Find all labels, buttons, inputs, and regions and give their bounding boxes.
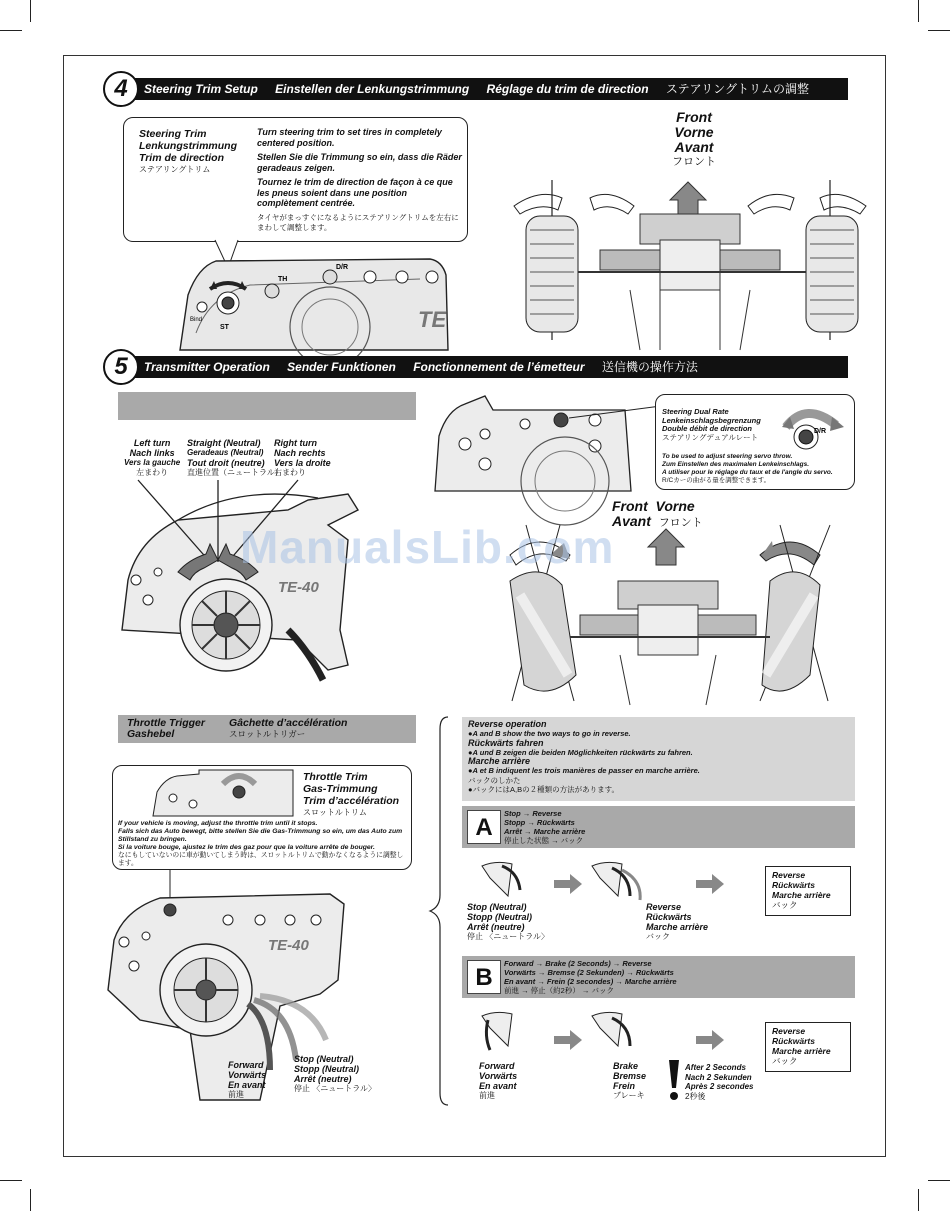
crop-mark [0,1180,22,1181]
warning-exclamation-icon [666,1060,682,1102]
forward-de: Vorwärts [228,1070,267,1080]
forward-fr: En avant [228,1080,266,1090]
result-jp: バック [772,1056,798,1066]
label-fr: Double débit de direction [662,424,753,433]
front-de: Vorne [655,498,695,514]
throttle-fr: Gâchette d’accélération [229,717,348,729]
text-jp: R/Cカーの曲がる量を調整できます。 [662,477,771,484]
label-jp: スロットルトリム [303,808,367,817]
option-b-letter: B [467,960,501,994]
result-jp: バック [772,900,798,910]
step-fr: En avant → Frein (2 secondes) → Marche arrière [504,977,677,986]
th-label: TH [278,276,288,283]
after-de: Nach 2 Sekunden [685,1072,752,1082]
section-title-en: Steering Trim Setup [144,82,258,96]
text-jp: なにもしていないのに車が動いてしまう時は、スロットルトリムで動かなくなるように調整します。 [118,852,404,867]
option-a-reverse-label [646,902,708,942]
transmitter-top-throttle-trim [153,770,293,816]
reverse-title-jp: バックのしかた [468,775,521,785]
dual-rate-knob-icon [784,403,854,455]
option-a-bar [462,806,855,848]
right-turn-de: Nach rechts [274,448,326,458]
crop-mark [30,1189,31,1211]
brand-label: TE-40 [268,937,309,954]
stop-en: Stop (Neutral) [294,1054,354,1064]
stop-fr: Arrêt (neutre) [294,1074,352,1084]
option-a-steps [504,809,585,845]
right-turn-label [274,438,331,478]
dual-rate-labels [662,408,761,442]
forward-fr: En avant [479,1081,517,1091]
steering-trim-texts [257,127,462,234]
reverse-de: Rückwärts [646,912,692,922]
stop-jp: 停止 〈ニュートラル〉 [467,932,549,941]
section-number: 4 [103,71,139,107]
reverse-operation-panel [462,717,855,801]
dual-rate-callout [655,394,855,490]
stop-de: Stopp (Neutral) [294,1064,359,1074]
reverse-fr: Marche arrière [646,922,709,932]
step-de: Stopp → Rückwärts [504,818,575,827]
section-5-title-bar [118,356,848,378]
label-de: Lenkungstrimmung [139,140,238,152]
throttle-trim-texts [118,820,408,868]
transmitter-top-illustration [180,255,450,350]
dr-knob-label: D/R [814,428,827,435]
front-fr: Avant [612,513,651,529]
result-en: Reverse [772,1026,806,1036]
stop-de: Stopp (Neutral) [467,912,532,922]
crop-mark [918,1189,919,1211]
crop-mark [30,0,31,22]
option-a-letter: A [467,810,501,844]
throttle-en: Throttle Trigger [127,717,205,729]
after-en: After 2 Seconds [685,1063,746,1072]
brake-jp: ブレーキ [613,1091,645,1100]
right-turn-jp: 右まわり [274,468,306,477]
result-en: Reverse [772,870,806,880]
transmitter-steering-illustration [118,480,418,685]
reverse-text-en: ●A and B show the two ways to go in reverse. [468,729,631,739]
front-fr: Avant [674,139,714,155]
throttle-de: Gashebel [127,728,175,740]
step-jp: 停止した状態 → バック [504,836,584,845]
section-title-jp: 送信機の操作方法 [601,360,698,374]
crop-mark [928,30,950,31]
steering-trim-labels [139,128,237,176]
result-de: Rückwärts [772,1036,815,1046]
after-fr: Après 2 secondes [685,1082,754,1091]
text-en: If your vehicle is moving, adjust the throttle trim until it stops. [118,820,318,827]
option-a-result-box [765,866,851,916]
front-jp: フロント [658,517,703,529]
reverse-title-fr: Marche arrière [468,756,531,767]
section-title-fr: Réglage du trim de direction [486,82,649,96]
left-turn-label [124,438,180,478]
result-de: Rückwärts [772,880,815,890]
label-en: Throttle Trim [303,771,368,783]
label-en: Steering Dual Rate [662,407,729,416]
option-b-sequence-illustration [478,1006,728,1061]
option-a-sequence-illustration [478,856,728,906]
text-en: Turn steering trim to set tires in completely centered position. [257,127,442,148]
section-title-en: Transmitter Operation [144,360,270,374]
reverse-title-de: Rückwärts fahren [468,737,544,748]
option-b-result-box [765,1022,851,1072]
crop-mark [918,0,919,22]
forward-jp: 前進 [479,1091,495,1100]
text-de: Zum Einstellen des maximalen Lenkeinschlags. [662,461,810,468]
arrow-icon [554,1030,582,1050]
straight-jp: 直進位置（ニュートラル） [187,468,283,477]
crop-mark [0,30,22,31]
bind-label: Bind [190,317,203,323]
result-fr: Marche arrière [772,890,831,900]
text-en: To be used to adjust steering servo throw. [662,453,793,460]
result-fr: Marche arrière [772,1046,831,1056]
forward-de: Vorwärts [479,1071,518,1081]
option-b-brake-label [613,1061,646,1101]
option-b-forward-label [479,1061,517,1101]
section-title-jp: ステアリングトリムの調整 [665,82,809,96]
label-de: Gas-Trimmung [303,783,378,795]
crop-mark [928,1180,950,1181]
step-jp: 前進 → 停止（約2秒） → バック [504,986,615,995]
throttle-header-left [127,718,205,740]
dual-rate-texts [662,453,833,485]
reverse-title-en: Reverse operation [468,719,547,729]
transmitter-top-dual-rate [435,396,635,491]
option-a-stop-label [467,902,549,942]
left-turn-en: Left turn [133,438,171,448]
section-title-de: Einstellen der Lenkungstrimmung [275,82,470,96]
brand-label: TE [418,307,447,332]
section-number: 5 [103,349,139,385]
text-de: Falls sich das Auto bewegt, bitte stellen Sie die Gas-Trimmung so ein, um das Auto zum Stillstand zu bringen. [118,828,403,843]
front-en: Front [612,498,648,514]
label-fr: Trim de direction [139,152,224,164]
brake-fr: Frein [613,1081,636,1091]
text-fr: A utiliser pour le réglage du taux et de l'angle du servo. [662,469,833,476]
text-fr: Si la voiture bouge, ajustez le trim des gaz pour que la voiture arrête de bouger. [118,844,375,851]
label-jp: ステアリングトリム [139,165,211,174]
section-4-title-bar [118,78,848,100]
front-de: Vorne [674,124,714,140]
section-title-fr: Fonctionnement de l’émetteur [413,360,585,374]
section-title-de: Sender Funktionen [287,360,396,374]
forward-jp: 前進 [228,1090,244,1099]
st-label: ST [220,324,229,331]
stop-en: Stop (Neutral) [467,902,527,912]
reverse-en: Reverse [646,902,682,912]
left-turn-fr: Vers la gauche [124,458,181,467]
forward-en: Forward [479,1061,515,1071]
option-b-steps [504,959,677,995]
after-jp: 2秒後 [685,1091,706,1101]
left-turn-jp: 左まわり [136,468,169,477]
watermark: ManualsLib.com [240,521,615,573]
label-en: Steering Trim [139,128,207,140]
step-en: Forward → Brake (2 Seconds) → Reverse [504,959,652,968]
reverse-operation-text [468,720,700,794]
stop-label [294,1054,376,1094]
dr-label: D/R [336,264,349,271]
front-label-section4 [664,110,724,170]
front-jp: フロント [672,156,716,168]
throttle-jp: スロットルトリガー [229,729,306,739]
brand-label: TE-40 [278,579,319,596]
front-en: Front [676,109,712,125]
steering-wheel-header-bar [118,392,416,420]
throttle-header-right [229,718,347,740]
right-turn-en: Right turn [274,438,317,448]
reverse-jp: バック [646,932,670,941]
option-b-after-label [685,1063,753,1101]
label-de: Lenkeinschlagsbegrenzung [662,415,761,425]
option-b-bar [462,956,855,998]
stop-fr: Arrêt (neutre) [467,922,525,932]
reverse-text-de: ●A und B zeigen die beiden Möglichkeiten rückwärts zu fahren. [468,747,693,757]
straight-fr: Tout droit (neutre) [187,458,265,468]
step-fr: Arrêt → Marche arrière [504,827,586,836]
arrow-icon [696,1030,724,1050]
label-fr: Trim d’accélération [303,795,400,807]
left-turn-de: Nach links [129,448,175,458]
straight-en: Straight (Neutral) [187,438,261,448]
stop-jp: 停止 〈ニュートラル〉 [294,1084,376,1093]
text-de: Stellen Sie die Trimmung so ein, dass die Räder geradeaus zeigen. [257,152,462,173]
arrow-icon [554,874,582,894]
text-fr: Tournez le trim de direction de façon à ce que les pneus soient dans une position complètement centrée. [257,177,453,208]
right-turn-fr: Vers la droite [274,458,331,468]
forward-label [228,1060,266,1100]
throttle-trim-labels [303,771,399,819]
bracket [428,715,450,1107]
brake-de: Bremse [613,1071,647,1081]
straight-label [187,438,283,478]
throttle-trim-callout [112,765,412,870]
arrow-icon [696,874,724,894]
reverse-text-fr: ●A et B indiquent les trois manières de passer en marche arrière. [468,766,700,776]
throttle-trigger-header [118,715,416,743]
steering-trim-callout [123,117,468,242]
text-jp: タイヤがまっすぐになるようにステアリングトリムを左右にまわして調整します。 [257,212,459,232]
forward-en: Forward [228,1060,264,1070]
brake-en: Brake [613,1061,639,1071]
straight-de: Geradeaus (Neutral) [187,448,264,457]
chassis-top-view-straight [510,180,870,350]
step-de: Vorwärts → Bremse (2 Sekunden) → Rückwärts [504,968,674,977]
step-en: Stop → Reverse [504,809,562,818]
label-jp: ステアリングデュアルレート [662,432,759,442]
reverse-text-jp: ●バックにはA,Bの２種類の方法があります。 [468,785,620,795]
